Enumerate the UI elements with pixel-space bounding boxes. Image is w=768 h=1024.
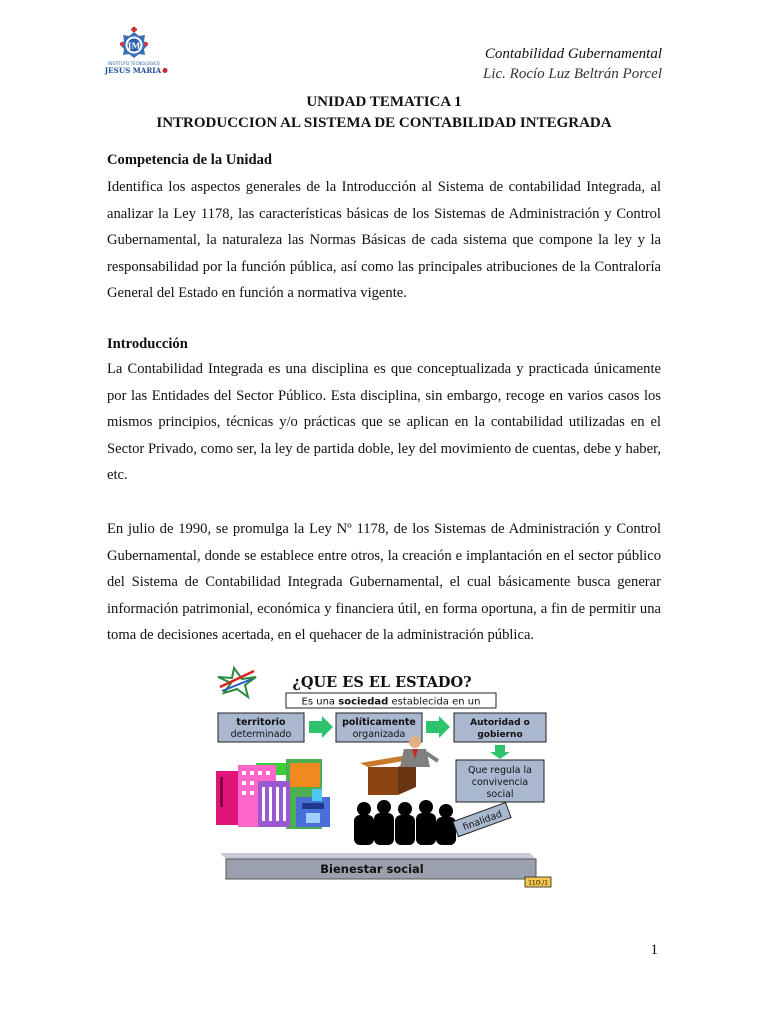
svg-text:territorio: territorio bbox=[236, 717, 286, 728]
buildings-icon bbox=[216, 759, 330, 829]
svg-text:convivencia: convivencia bbox=[471, 777, 529, 788]
finalidad-tag bbox=[453, 803, 511, 837]
diagram-title: ¿QUE ES EL ESTADO? bbox=[292, 674, 472, 691]
svg-text:determinado: determinado bbox=[230, 729, 292, 740]
unit-title: UNIDAD TEMATICA 1 bbox=[306, 94, 462, 110]
diagram-subtitle: Es una sociedad establecida en un bbox=[301, 696, 481, 708]
course-name: Contabilidad Gubernamental bbox=[484, 46, 662, 62]
svg-text:11O./1: 11O./1 bbox=[528, 879, 548, 887]
svg-text:Autoridad o: Autoridad o bbox=[470, 718, 530, 728]
document-title bbox=[0, 92, 768, 134]
svg-text:Que regula la: Que regula la bbox=[468, 765, 532, 776]
svg-text:JM: JM bbox=[127, 40, 141, 51]
bienestar-bar bbox=[220, 853, 536, 879]
jesus-maria-institute-logo-icon bbox=[98, 24, 170, 80]
document-header bbox=[483, 44, 662, 84]
svg-text:finalidad: finalidad bbox=[461, 808, 504, 834]
ley-1178-paragraph: En julio de 1990, se promulga la Ley Nº 1178, de los Sistemas de Administración y Control Gubernamental, donde se establece entre otros, la creación e implantación en el sector público del Sistema de Contabilidad Integrada Gubernamental, el cual básicamente busca generar información patrimonial, económica y financiera útil, en forma oportuna, a fin de permitir una toma de decisiones acertada, en el quehacer de la administración pública. bbox=[107, 520, 661, 644]
svg-text:gobierno: gobierno bbox=[477, 730, 523, 740]
territorio-box bbox=[218, 713, 304, 742]
svg-text:organizada: organizada bbox=[352, 729, 406, 740]
speaker-icon bbox=[360, 736, 438, 795]
autoridad-box bbox=[454, 713, 546, 742]
competencia-paragraph: Identifica los aspectos generales de la Introducción al Sistema de contabilidad Integrada, al analizar la Ley 1178, las características básicas de los Sistemas de Administración y Control Gubernamental, la naturaleza las Normas Básicas de cada sistema que compone la ley y la responsabilidad por la función pública, así como las principales atribuciones de la Contraloría General del Estado en función a normativa vigente. bbox=[107, 179, 661, 302]
unit-subtitle: INTRODUCCION AL SISTEMA DE CONTABILIDAD INTEGRADA bbox=[156, 115, 612, 131]
institute-logo bbox=[98, 24, 170, 80]
introduccion-paragraph: La Contabilidad Integrada es una disciplina es que conceptualizada y practicada únicamente por las Entidades del Sector Público. Esta disciplina, sin embargo, recoge en varios casos los mismos principios, técnicas y/o prácticas que se aplican en la contabilidad utilizadas en el Sector Privado, como ser, la ley de partida doble, ley del movimiento de cuentas, debe y haber, etc. bbox=[107, 360, 661, 484]
estado-diagram bbox=[212, 663, 552, 888]
page-number: 1 bbox=[650, 942, 658, 958]
arrow-down-icon bbox=[490, 745, 510, 759]
regula-box bbox=[456, 760, 544, 802]
svg-text:social: social bbox=[486, 789, 514, 800]
arrow-right-icon bbox=[426, 716, 450, 738]
svg-text:políticamente: políticamente bbox=[342, 717, 416, 728]
slide-number-badge bbox=[525, 877, 551, 887]
svg-text:INSTITUTO TECNOLÓGICO: INSTITUTO TECNOLÓGICO bbox=[108, 61, 160, 66]
star-icon bbox=[218, 668, 256, 697]
introduccion-heading: Introducción bbox=[107, 335, 188, 352]
svg-text:Bienestar social: Bienestar social bbox=[320, 862, 424, 876]
competencia-heading: Competencia de la Unidad bbox=[107, 152, 272, 168]
author-name: Lic. Rocío Luz Beltrán Porcel bbox=[482, 66, 662, 82]
document-body bbox=[107, 150, 661, 649]
arrow-right-icon bbox=[309, 716, 333, 738]
politicamente-box bbox=[336, 713, 422, 742]
svg-text:JESUS MARIA: JESUS MARIA bbox=[104, 66, 162, 75]
audience-icon bbox=[354, 800, 456, 845]
